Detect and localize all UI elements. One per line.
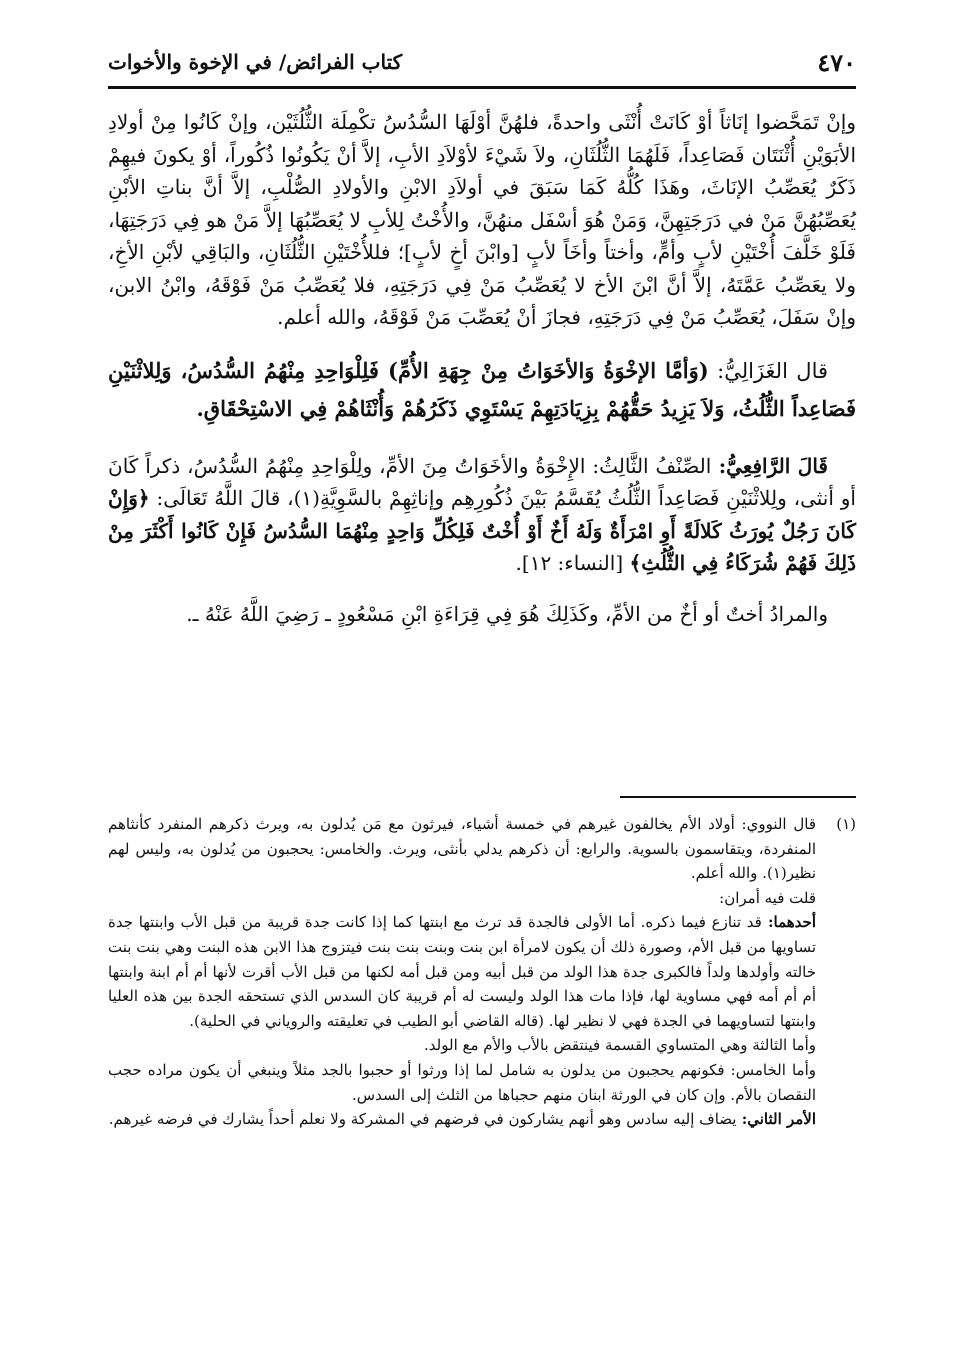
ghazali-quote: [108, 352, 856, 428]
footnote-line-4: وأما الثالثة وهي المتساوي القسمة فينتقض بالأب والأم مع الولد.: [424, 1036, 816, 1055]
footnote-number: (١): [836, 815, 856, 833]
footnote-first-matter: [108, 910, 856, 1033]
page-number: ٤٧٠: [817, 48, 856, 77]
quran-verse: ﴿وَإِنْ كَانَ رَجُلٌ يُورَثُ كَلالَةً أَوِ امْرَأَةٌ وَلَهُ أَخٌ أَوْ أُخْتٌ فَلِكُلِّ وَاحِدٍ مِنْهُمَا السُّدُسُ فَإِنْ كَانُوا أَكْثَرَ مِنْ ذَلِكَ فَهُمْ شُرَكَاءُ فِي الثُّلُثِ﴾: [108, 486, 856, 575]
footnote-second-matter: [108, 1107, 856, 1132]
footnote-1: [108, 812, 856, 886]
running-title: كتاب الفرائض/ في الإخوة والأخوات: [108, 50, 403, 74]
rafii-text: الصِّنْفُ الثَّالِثُ: الإِخْوَةُ والأخَوَاتُ مِنَ الأمِّ، ولِلْوَاحِدِ مِنْهُمُ السُّدُسُ، ذكراً كَانَ أو أنثى، ولِلاثْنَيْنِ فَصَاعِداً الثُّلُثُ يُقَسَّمُ بَيْنَ ذُكُورِهِم وإناثِهِمْ بالسَّوِيَّةِ(١)، قالَ اللَّهُ تَعَالَى:: [108, 453, 856, 510]
main-text: [108, 106, 856, 648]
footnotes: [108, 812, 856, 1132]
second-matter-text: يضاف إليه سادس وهو أنهم يشاركون في فرضهم في المشركة ولا نعلم أحداً يشارك في فرضه غيرهم.: [108, 1110, 737, 1129]
ghazali-lead: قال الغَزَالِيُّ:: [708, 358, 829, 383]
page-header: [108, 44, 856, 89]
footnote-line-5: وأما الخامس: فكونهم يحجبون من يدلون به شامل لما إذا ورثوا أو حجبوا بالجد مثلاً وينبغي أن يكون مراده حجب النقصان بالأم. وإن كان في الورثة ابنان منهم حجباها من الثلث إلى السدس.: [108, 1060, 816, 1104]
first-matter-lead: أحدهما:: [761, 913, 816, 932]
paragraph-4: والمرادُ أختٌ أو أخٌ من الأمِّ، وكَذَلِكَ هُوَ فِي قِرَاءَةِ ابْنِ مَسْعُودٍ ـ رَضِيَ اللَّهُ عَنْهُ ـ.: [186, 601, 828, 626]
footnote-1-text: قال النووي: أولاد الأم يخالفون غيرهم في خمسة أشياء، فيرثون مع مَن يُدلون به، ويرث ذكرهم المنفرد كأنثاهم المنفردة، ويتقاسمون بالسوية. والرابع: أن ذكرهم يدلي بأنثى، ويرث. والخامس: يحجبون من يُدلون به، وليس لهم نظير(١). والله أعلم.: [108, 815, 816, 883]
first-matter-text: قد تنازع فيما ذكره. أما الأولى فالجدة قد ترث مع ابنتها كما إذا كانت جدة قريبة من قبل الأب وابنتها جدة تساويها من قبل الأم، وصورة ذلك أن يكون لامرأة ابن بنت وبنت بنت بنت فيتزوج هذا الابن هذه البنت وهي بنت بنت خالته وأولدها ولداً فالكبرى جدة هذا الولد من قبل أبيه ومن قبل أمه لكنها من قبل الأب أقرت لأنها أم أم ابنة وابنتها أم أم أمه فهي مساوية لها، فإذا مات هذا الولد وليست له أم قريبة كان السدس الذي تستحقه الجدة بين هذه العليا وابنتها لتساويهما في الجدة فهي لا نظير لها. (قاله القاضي أبو الطيب في تعليقته والروياني في الحلية).: [108, 913, 816, 1030]
ghazali-text: (وَأمَّا الإخْوَةُ وَالأخَوَاتُ مِنْ جِهَةِ الأُمِّ) فَلِلْوَاحِدِ مِنْهُمُ السُّدُسُ، وَلِلاثْنَيْنِ فَصَاعِداً الثُّلُثُ، وَلاَ يَزِيدُ حَقُّهُمْ بِزِيَادَتِهِمْ يَسْتَوِي ذَكَرُهُمْ وَأُنْثَاهُمْ فِي الاسْتِحْقَاقِ.: [108, 357, 856, 421]
footnote-line-2: قلت فيه أمران:: [719, 888, 816, 907]
rafii-lead: قَالَ الرَّافِعِيُّ:: [711, 453, 828, 478]
paragraph-1: وإنْ تَمَحَّضوا إنَاثاً أوْ كَانَتْ أُنْثَى واحدةً، فلهُنَّ أوْلَهَا السُّدُسُ تكْمِلَة الثُّلُثَيْن، وإنْ كَانُوا مِنْ أولادِ الأبَوَيْنِ أُثْنَتَان فَصَاعِداً، فَلَهُمَا الثُّلُثَانِ، ولاَ شَيْءَ لأوْلاَدِ الأبِ، إلاَّ أنْ يَكُونُوا ذُكُوراً، أوْ يكونَ فيهِمْ ذَكَرٌ يُعَصِّبُ الإنَاثَ، وهَذَا كُلُّهُ كَمَا سَبَقَ في أولاَدِ الابْنِ والأولادِ الصُّلْبِ، إلاَّ أنَّ بناتِ الأبْنِ يُعَصِّبُهُنَّ مَنْ في دَرَجَتِهِنَّ، وَمَنْ هُوَ أسْفَل منهُنَّ، والأُخْتُ لِلأبِ لا يُعَصِّبُهَا إلاَّ مَنْ هو فِي دَرَجَتِهَا، فَلَوْ خَلَّفَ أُخْتَيْنِ لأبٍ وأمٍّ، وأختاً وأخَاً لأبٍ [وابْنَ أخٍ لأبٍ]؛ فللأُخْتَيْنِ الثُّلُثَانِ، والبَاقِي لأبْنِ الأخِ، ولا يعَصِّبُ عَمَّتَهُ، إلاَّ أنَّ ابْنَ الأخ لا يُعَصِّبُ مَنْ فِي دَرَجَتِهِ، فلا يُعَصِّبُ مَنْ فَوْقَهُ، وابْنُ الابن، وإنْ سَفَلَ، يُعَصِّبُ مَنْ فِي دَرَجَتِهِ، فجازَ أنْ يُعَصِّبَ مَنْ فَوْقَهُ، والله أعلم.: [108, 110, 856, 329]
rafii-commentary: [108, 450, 856, 580]
footnote-divider: [620, 796, 856, 798]
second-matter-lead: الأمر الثاني:: [736, 1110, 816, 1129]
verse-reference: [النساء: ١٢].: [515, 551, 630, 575]
